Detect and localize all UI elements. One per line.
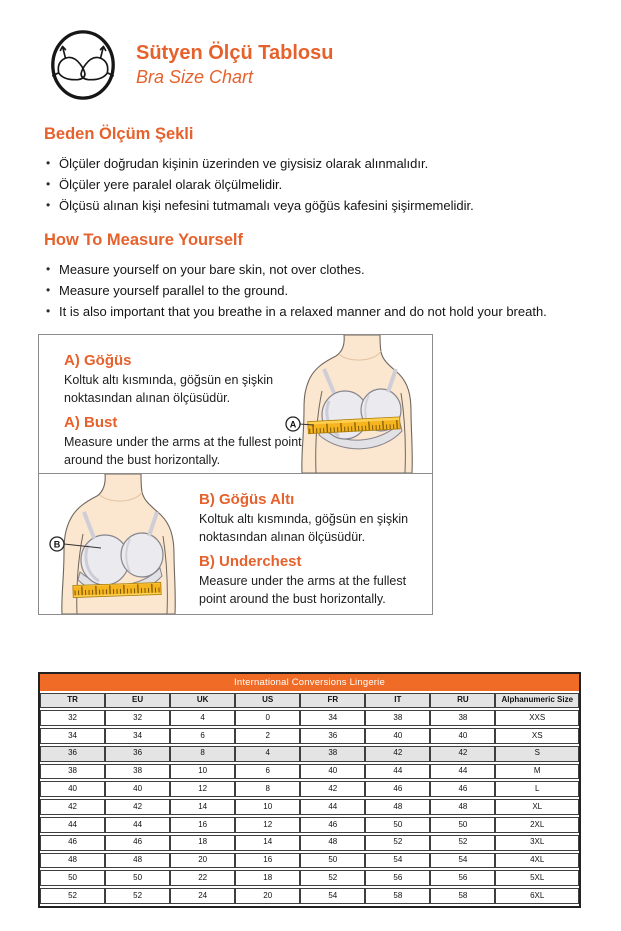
conversion-table-header-row [40,693,579,709]
size-cell: L [495,781,579,797]
column-header: UK [170,693,235,709]
size-cell: 4 [235,746,300,762]
bullet-item: • Measure yourself parallel to the ground. [44,280,621,301]
size-cell: 52 [365,835,430,851]
size-cell: 56 [365,870,430,886]
size-cell: 8 [170,746,235,762]
size-cell: 52 [430,835,495,851]
table-row [40,710,579,726]
size-cell: 10 [170,764,235,780]
table-row [40,835,579,851]
size-cell: 58 [430,888,495,904]
size-cell: 50 [300,853,365,869]
bullet-item: • Ölçüsü alınan kişi nefesini tutmamalı veya göğüs kafesini şişirmemelidir. [44,195,621,216]
section-measure-tr [44,125,621,216]
table-row [40,781,579,797]
table-row [40,746,579,762]
size-cell: 46 [105,835,170,851]
size-cell: 40 [300,764,365,780]
size-cell: 44 [105,817,170,833]
bust-heading-tr: A) Göğüs [64,352,132,369]
section-heading-en: How To Measure Yourself [44,231,243,249]
size-cell: 50 [40,870,105,886]
size-cell: XS [495,728,579,744]
table-row [40,853,579,869]
size-cell: 12 [235,817,300,833]
size-cell: 34 [300,710,365,726]
size-cell: 4XL [495,853,579,869]
size-cell: 2 [235,728,300,744]
size-cell: 8 [235,781,300,797]
table-row [40,728,579,744]
bra-icon [45,26,121,104]
size-cell: 52 [105,888,170,904]
size-cell: 6XL [495,888,579,904]
size-cell: 38 [300,746,365,762]
bust-body-tr: Koltuk altı kısmında, göğsün en şişkin noktasından alınan ölçüsüdür. [64,373,274,405]
size-cell: 34 [105,728,170,744]
size-cell: 42 [300,781,365,797]
underchest-figure [39,474,191,614]
size-cell: 40 [40,781,105,797]
size-cell: 48 [300,835,365,851]
size-cell: 12 [170,781,235,797]
bullet-item: • Ölçüler doğrudan kişinin üzerinden ve giysisiz olarak alınmalıdır. [44,153,621,174]
size-cell: 14 [170,799,235,815]
size-cell: 36 [300,728,365,744]
size-cell: 44 [40,817,105,833]
size-cell: 4 [170,710,235,726]
label-b-letter: B [53,539,61,550]
size-cell: 14 [235,835,300,851]
conversion-table-title: International Conversions Lingerie [40,674,579,691]
size-cell: 22 [170,870,235,886]
size-cell: 16 [235,853,300,869]
size-cell: XXS [495,710,579,726]
table-row [40,888,579,904]
size-cell: 5XL [495,870,579,886]
size-cell: 36 [105,746,170,762]
size-cell: 24 [170,888,235,904]
size-cell: 32 [105,710,170,726]
size-cell: M [495,764,579,780]
bullet-list-en [44,259,621,322]
size-cell: 46 [430,781,495,797]
size-cell: 46 [40,835,105,851]
size-cell: 6 [235,764,300,780]
bullet-item: • It is also important that you breathe in a relaxed manner and do not hold your breath. [44,301,621,322]
size-cell: 48 [40,853,105,869]
underchest-body-tr: Koltuk altı kısmında, göğsün en şişkin noktasından alınan ölçüsüdür. [199,512,409,544]
column-header: RU [430,693,495,709]
table-row [40,817,579,833]
size-cell: 42 [105,799,170,815]
bullet-item: • Measure yourself on your bare skin, not over clothes. [44,259,621,280]
underchest-body-en: Measure under the arms at the fullest point around the bust horizontally. [199,574,407,606]
size-cell: 2XL [495,817,579,833]
size-cell: 32 [40,710,105,726]
size-cell: 58 [365,888,430,904]
size-cell: 36 [40,746,105,762]
size-cell: 46 [300,817,365,833]
size-cell: 38 [105,764,170,780]
bullet-list-tr [44,153,621,216]
label-a-letter: A [289,419,297,430]
size-cell: 54 [300,888,365,904]
size-cell: 44 [430,764,495,780]
size-cell: 42 [430,746,495,762]
size-cell: 40 [430,728,495,744]
section-measure-en [44,231,621,322]
size-cell: 34 [40,728,105,744]
conversion-table-body [40,710,579,904]
size-cell: 0 [235,710,300,726]
column-header: Alphanumeric Size [495,693,579,709]
size-cell: 52 [40,888,105,904]
column-header: IT [365,693,430,709]
size-cell: 40 [365,728,430,744]
measure-box-bust [38,334,433,474]
measure-box-underchest [38,473,433,615]
section-heading-tr: Beden Ölçüm Şekli [44,125,194,143]
measuring-tape-b [73,582,161,597]
size-cell: 38 [40,764,105,780]
bullet-item: • Ölçüler yere paralel olarak ölçülmelidir. [44,174,621,195]
page-title: Sütyen Ölçü Tablosu [136,41,334,64]
underchest-heading-tr: B) Göğüs Altı [199,491,295,508]
size-cell: 44 [300,799,365,815]
size-cell: 38 [430,710,495,726]
bra-cup-right-b [121,533,163,577]
size-cell: 56 [430,870,495,886]
size-cell: 54 [430,853,495,869]
header [0,0,621,104]
size-cell: 50 [365,817,430,833]
size-cell: 6 [170,728,235,744]
size-cell: 50 [430,817,495,833]
size-cell: 10 [235,799,300,815]
size-cell: 40 [105,781,170,797]
column-header: FR [300,693,365,709]
size-cell: 20 [170,853,235,869]
size-cell: XL [495,799,579,815]
size-cell: 46 [365,781,430,797]
column-header: US [235,693,300,709]
page-subtitle: Bra Size Chart [136,66,254,87]
underchest-text [199,484,427,608]
size-cell: 18 [170,835,235,851]
size-cell: 42 [40,799,105,815]
column-header: TR [40,693,105,709]
conversion-table [38,672,581,908]
table-row [40,799,579,815]
bust-text [64,345,302,469]
bust-body-en: Measure under the arms at the fullest point around the bust horizontally. [64,435,302,467]
bust-heading-en: A) Bust [64,414,118,431]
title-block [136,42,333,89]
size-cell: 48 [430,799,495,815]
size-cell: 50 [105,870,170,886]
bust-figure [284,335,432,473]
size-cell: 18 [235,870,300,886]
size-cell: 3XL [495,835,579,851]
size-cell: S [495,746,579,762]
table-row [40,764,579,780]
size-cell: 42 [365,746,430,762]
conversion-table-grid [40,691,579,907]
size-cell: 38 [365,710,430,726]
underchest-heading-en: B) Underchest [199,553,302,570]
size-cell: 54 [365,853,430,869]
size-cell: 48 [105,853,170,869]
size-cell: 16 [170,817,235,833]
size-cell: 48 [365,799,430,815]
size-cell: 44 [365,764,430,780]
size-cell: 20 [235,888,300,904]
size-cell: 52 [300,870,365,886]
column-header: EU [105,693,170,709]
table-row [40,870,579,886]
